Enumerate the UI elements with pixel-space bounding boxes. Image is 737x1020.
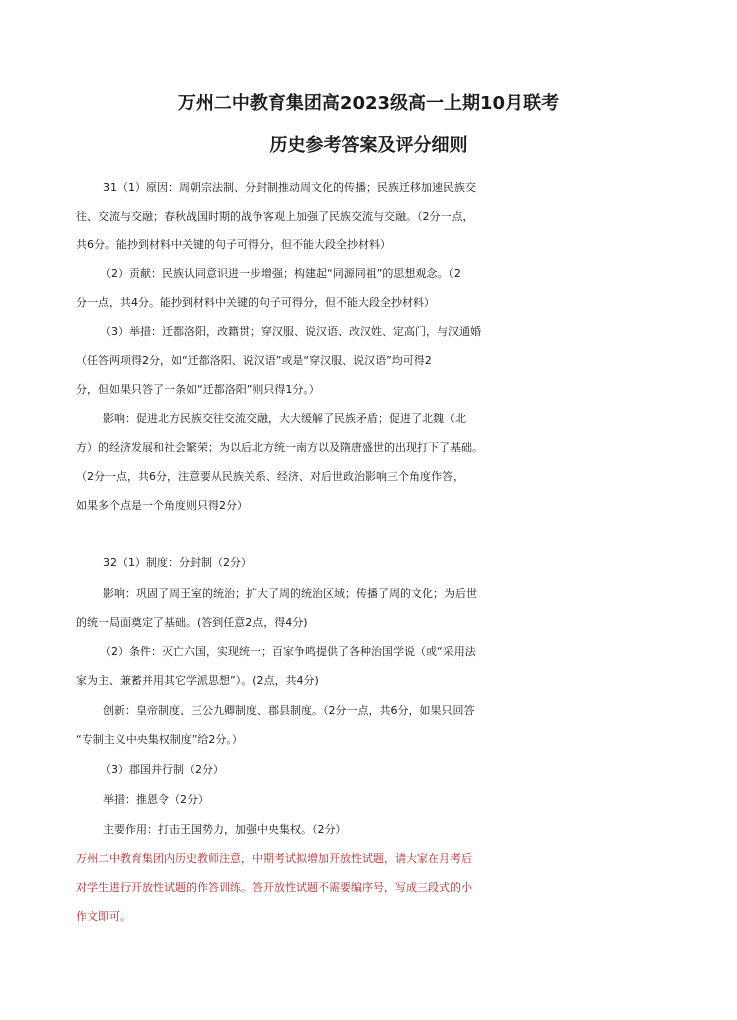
document-subtitle: 历史参考答案及评分细则 <box>269 135 468 156</box>
q31-contribution-line-2: 分一点，共4分。能抄到材料中关键的句子可得分，但不能大段全抄材料） <box>76 296 435 309</box>
q32-impact-line-2: 的统一局面奠定了基础。(答到任意2点，得4分) <box>76 616 308 629</box>
q31-measures-line-1: （3）举措：迁都洛阳，改籍贯；穿汉服、说汉语、改汉姓、定高门，与汉通婚 <box>100 325 481 338</box>
q32-measures-line: 举措：推恩令（2分） <box>103 793 209 806</box>
document-title: 万州二中教育集团高2023级高一上期10月联考 <box>177 93 560 114</box>
teacher-notice-line-3: 作文即可。 <box>76 910 131 923</box>
q32-conditions-line-1: （2）条件：灭亡六国，实现统一；百家争鸣提供了各种治国学说（或“采用法 <box>100 645 476 658</box>
q31-impact-line-3: （2分一点，共6分，注意要从民族关系、经济、对后世政治影响三个角度作答， <box>76 470 464 483</box>
teacher-notice-line-2: 对学生进行开放性试题的作答训练。答开放性试题不需要编序号，写成三段式的小 <box>76 881 472 894</box>
q31-contribution-line-1: （2）贡献：民族认同意识进一步增强；构建起“同源同祖”的思想观念。（2 <box>100 267 461 280</box>
q32-conditions-line-2: 家为主、兼蓄并用其它学派思想”）。(2点，共4分) <box>76 674 319 687</box>
q32-innovation-line-2: “专制主义中央集权制度”给2分。） <box>76 733 243 746</box>
q31-impact-line-1: 影响：促进北方民族交往交流交融，大大缓解了民族矛盾；促进了北魏（北 <box>103 412 466 425</box>
q32-system-2-line: （3）郡国并行制（2分） <box>100 763 224 776</box>
q32-system-line: 32（1）制度：分封制（2分） <box>103 556 252 569</box>
q31-measures-line-2: （任答两项得2分，如“迁都洛阳、说汉语”或是“穿汉服、说汉语”均可得2 <box>76 354 432 367</box>
q31-impact-line-4: 如果多个点是一个角度则只得2分） <box>76 499 248 512</box>
q31-reason-line-1: 31（1）原因：周朝宗法制、分封制推动周文化的传播；民族迁移加速民族交 <box>103 181 476 194</box>
q31-reason-line-3: 共6分。能抄到材料中关键的句子可得分，但不能大段全抄材料） <box>76 238 391 251</box>
q31-reason-line-2: 往、交流与交融；春秋战国时期的战争客观上加强了民族交流与交融。（2分一点， <box>76 210 474 223</box>
q32-innovation-line-1: 创新：皇帝制度、三公九卿制度、郡县制度。（2分一点，共6分，如果只回答 <box>103 704 475 717</box>
q31-impact-line-2: 方）的经济发展和社会繁荣；为以后北方统一南方以及隋唐盛世的出现打下了基础。 <box>76 441 483 454</box>
q32-main-effect-line: 主要作用：打击王国势力，加强中央集权。（2分） <box>103 823 347 836</box>
teacher-notice-line-1: 万州二中教育集团内历史教师注意，中期考试拟增加开放性试题，请大家在月考后 <box>76 852 472 865</box>
q32-impact-line-1: 影响：巩固了周王室的统治；扩大了周的统治区域；传播了周的文化；为后世 <box>103 587 477 600</box>
q31-measures-line-3: 分，但如果只答了一条如“迁都洛阳”则只得1分。） <box>76 383 320 396</box>
